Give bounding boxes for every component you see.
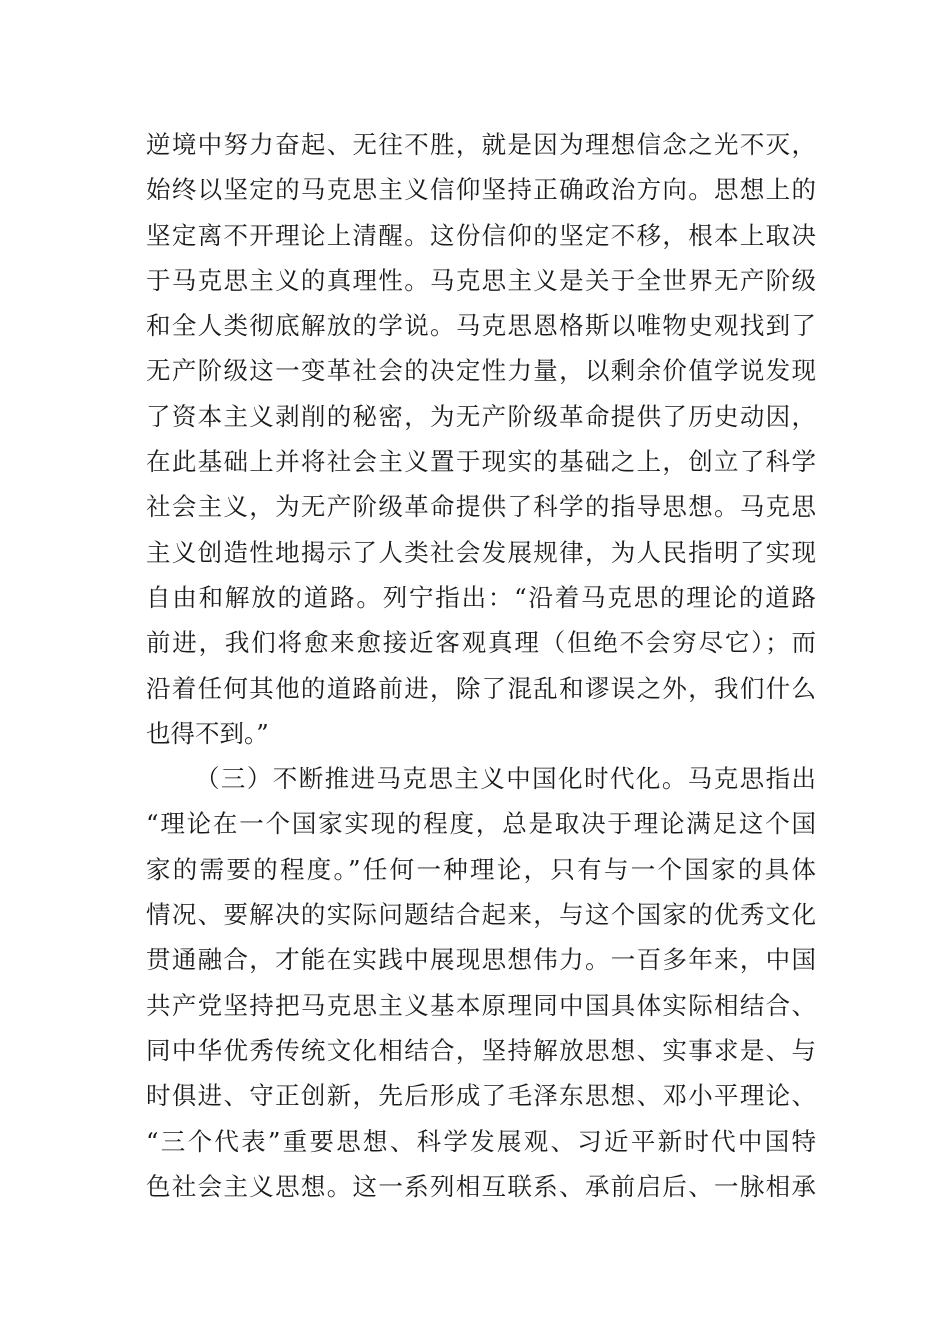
text-line: 沿着任何其他的道路前进，除了混乱和谬误之外，我们什么 — [146, 673, 816, 703]
text-line: 也得不到。” — [146, 718, 269, 748]
text-line: 在此基础上并将社会主义置于现实的基础之上，创立了科学 — [146, 447, 816, 477]
text-line: 同中华优秀传统文化相结合，坚持解放思想、实事求是、与 — [146, 1035, 816, 1065]
text-line: 主义创造性地揭示了人类社会发展规律，为人民指明了实现 — [146, 537, 816, 567]
text-line: 家的需要的程度。”任何一种理论，只有与一个国家的具体 — [146, 854, 816, 884]
text-line: 坚定离不开理论上清醒。这份信仰的坚定不移，根本上取决 — [146, 220, 816, 250]
text-line: 社会主义，为无产阶级革命提供了科学的指导思想。马克思 — [146, 492, 816, 522]
text-line: 共产党坚持把马克思主义基本原理同中国具体实际相结合、 — [146, 990, 816, 1020]
text-line: 无产阶级这一变革社会的决定性力量，以剩余价值学说发现 — [146, 356, 816, 386]
text-line: 前进，我们将愈来愈接近客观真理（但绝不会穷尽它）；而 — [146, 628, 816, 658]
text-line: 和全人类彻底解放的学说。马克思恩格斯以唯物史观找到了 — [146, 311, 816, 341]
text-line: 色社会主义思想。这一系列相互联系、承前启后、一脉相承 — [146, 1171, 816, 1201]
text-line: 贯通融合，才能在实践中展现思想伟力。一百多年来，中国 — [146, 945, 816, 975]
body-text — [146, 122, 816, 1209]
text-line: 始终以坚定的马克思主义信仰坚持正确政治方向。思想上的 — [146, 175, 816, 205]
text-line: 了资本主义剥削的秘密，为无产阶级革命提供了历史动因， — [146, 401, 816, 431]
text-line: 时俱进、守正创新，先后形成了毛泽东思想、邓小平理论、 — [146, 1081, 816, 1111]
section-heading-line: （三）不断推进马克思主义中国化时代化。马克思指出 — [195, 764, 816, 794]
text-line: “三个代表”重要思想、科学发展观、习近平新时代中国特 — [146, 1126, 816, 1156]
text-line: 自由和解放的道路。列宁指出：“沿着马克思的理论的道路 — [146, 582, 816, 612]
text-line: 逆境中努力奋起、无往不胜，就是因为理想信念之光不灭， — [146, 130, 816, 159]
text-line: “理论在一个国家实现的程度，总是取决于理论满足这个国 — [146, 809, 816, 839]
text-line: 情况、要解决的实际问题结合起来，与这个国家的优秀文化 — [146, 900, 816, 930]
text-line: 于马克思主义的真理性。马克思主义是关于全世界无产阶级 — [146, 265, 816, 295]
